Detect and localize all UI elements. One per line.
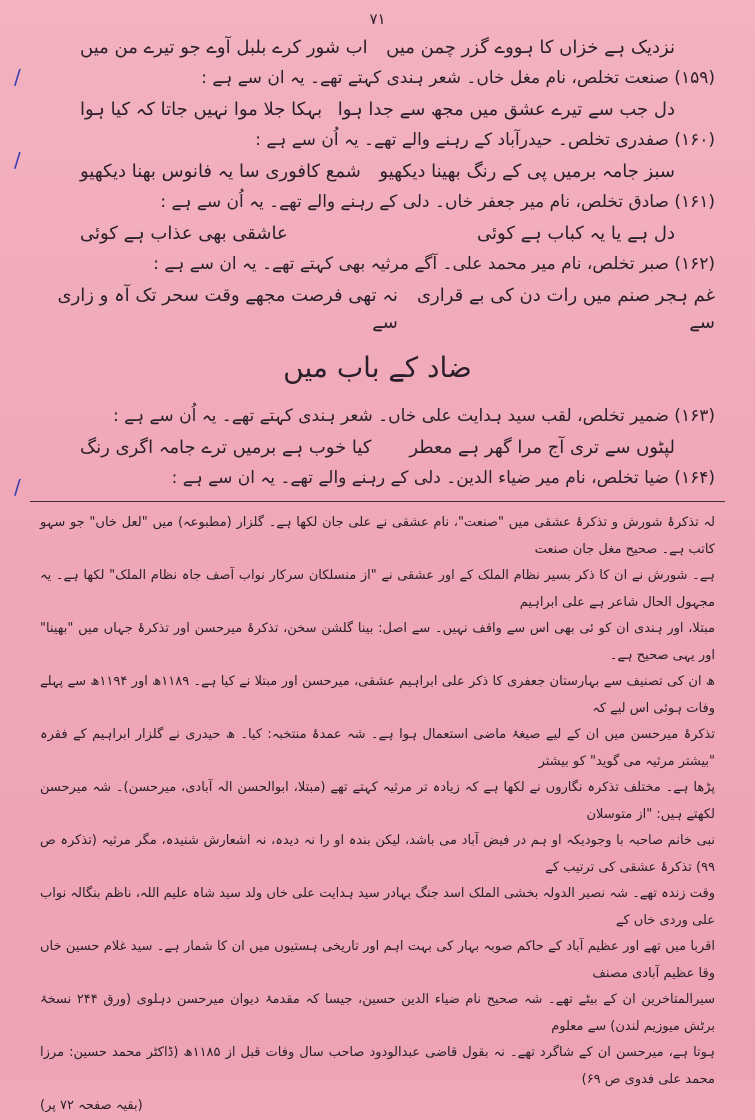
verse-hemistich: دل جب سے تیرے عشق میں مجھ سے جدا ہوا bbox=[337, 99, 675, 120]
footnote-line: سیرالمتاخرین ان کے بیٹے تھے۔ شہ صحیح نام ضیاء الدین حسین، جیسا کہ مقدمۂ دیوان میرحسن دہلوی (ورق ۲۴۴ نسخۂ برٹش میوزیم لندن) سے معلوم bbox=[40, 992, 715, 1034]
footnote-line: ھ ان کی تصنیف سے بہارستان جعفری کا ذکر علی ابراہیم عشقی، میرحسن اور مبتلا نے کیا ہے۔ ۱۱۸۹ھ اور ۱۱۹۴ھ سے پہلے وفات ہوئی اس لیے کہ bbox=[40, 674, 715, 716]
verse bbox=[80, 96, 675, 123]
footnote-line: ہے۔ شورش نے ان کا ذکر بسیر نظام الملک کے اور عشقی نے "از منسلکان سرکار نواب آصف جاہ نظام الملک" لکھا ہے۔ یہ مجہول الحال شاعر ہے علی ابراہیم bbox=[40, 568, 715, 610]
verse bbox=[40, 282, 715, 336]
footnote-line: مبتلا، اور ہندی ان کو ئی بھی اس سے واقف نہیں۔ سے اصل: بینا گلشن سخن، تذکرۂ میرحسن اور تذکرۂ جہاں میں "بھینا" اور یہی صحیح ہے۔ bbox=[40, 621, 715, 663]
continued-note: (بقیہ صفحہ ۷۲ پر) bbox=[40, 1098, 143, 1113]
footnotes bbox=[40, 510, 715, 1120]
margin-tick: / bbox=[14, 148, 21, 172]
entry-heading: (۱۶۴) ضیا تخلص، نام میر ضیاء الدین۔ دلی کے رہنے والے تھے۔ یہ ان سے ہے : bbox=[171, 468, 715, 488]
verse bbox=[80, 434, 675, 461]
entry-heading: (۱۶۳) ضمیر تخلص، لقب سید ہدایت علی خاں۔ شعر ہندی کہتے تھے۔ یہ اُن سے ہے : bbox=[113, 406, 715, 426]
verse-hemistich: اب شور کرے بلبل آوے جو تیرے من میں bbox=[80, 37, 368, 58]
entry-heading: (۱۶۲) صبر تخلص، نام میر محمد علی۔ آگے مرثیہ بھی کہتے تھے۔ یہ ان سے ہے : bbox=[153, 254, 715, 274]
footnote-line: نبی خانم صاحبہ با وجودیکہ او ہم در فیض آباد می باشد، لیکن بندہ او را نہ دیدہ، نہ اشعارش شنیدہ، مگر مرثیہ (تذکرہ ص ۹۹) تذکرۂ عشقی کی ترتیب کے bbox=[40, 833, 715, 875]
verse-hemistich: نہ تھی فرصت مجھے وقت سحر تک آہ و زاری سے bbox=[57, 285, 398, 333]
verse-hemistich: شمع کافوری سا یہ فانوس بھنا دیکھیو bbox=[80, 161, 361, 182]
verse bbox=[80, 158, 675, 185]
verse-hemistich: سبز جامہ برمیں پی کے رنگ بھینا دیکھیو bbox=[379, 161, 675, 182]
verse-hemistich: کیا خوب ہے برمیں ترے جامہ اگری رنگ bbox=[80, 437, 372, 458]
footnote-line: تذکرۂ میرحسن میں ان کے لیے صیغۂ ماضی استعمال ہوا ہے۔ شہ عمدۂ منتخبہ: کیا۔ ھ حیدری نے گلزار ابراہیم کے فقرہ "بیشتر مرثیہ می گوید" کو بیشتر bbox=[40, 727, 715, 769]
footnote-line: پڑھا ہے۔ مختلف تذکرہ نگاروں نے لکھا ہے کہ زیادہ تر مرثیہ کہتے تھے (مبتلا، ابوالحسن الہ آبادی، میرحسن)۔ شہ میرحسن لکھتے ہیں: "از متوسلان bbox=[40, 780, 715, 822]
entry-heading: (۱۶۱) صادق تخلص، نام میر جعفر خاں۔ دلی کے رہنے والے تھے۔ یہ اُن سے ہے : bbox=[160, 192, 715, 212]
verse-hemistich: لپٹوں سے تری آج مرا گھر ہے معطر bbox=[409, 437, 675, 458]
page-number: ۷۱ bbox=[369, 10, 386, 28]
verse-hemistich: غم ہجر صنم میں رات دن کی بے قراری سے bbox=[416, 285, 715, 333]
verse bbox=[80, 220, 675, 247]
verse-hemistich: نزدیک ہے خزاں کا ہووے گزر چمن میں bbox=[386, 37, 675, 58]
entry-heading: (۱۵۹) صنعت تخلص، نام مغل خاں۔ شعر ہندی کہتے تھے۔ یہ ان سے ہے : bbox=[201, 68, 715, 88]
verse-hemistich: دل ہے یا یہ کباب ہے کوئی bbox=[477, 223, 675, 244]
footnote-line: ہوتا ہے، میرحسن ان کے شاگرد تھے۔ نہ بقول قاضی عبدالودود صاحب سال وفات قبل از ۱۱۸۵ھ (ڈاکٹر محمد حسین: مرزا محمد علی فدوی ص ۶۹) bbox=[40, 1045, 715, 1087]
section-title: ضاد کے باب میں bbox=[283, 351, 472, 384]
verse-hemistich: بہکا جلا موا نہیں جاتا کہ کیا ہوا bbox=[80, 99, 323, 120]
margin-tick: / bbox=[14, 65, 21, 89]
footnote-line: لہ تذکرۂ شورش و تذکرۂ عشقی میں "صنعت"، نام عشقی نے علی جان لکھا ہے۔ گلزار (مطبوعہ) میں "لعل خاں" جو سہو کاتب ہے۔ صحیح مغل جان صنعت bbox=[40, 515, 715, 557]
footnote-line: وقت زندہ تھے۔ شہ نصیر الدولہ بخشی الملک اسد جنگ بہادر سید ہدایت علی خاں ولد سید شاہ علیم اللہ، ناظم بنگالہ نواب علی وردی خاں کے bbox=[40, 886, 715, 928]
footnote-divider bbox=[30, 501, 725, 502]
margin-tick: / bbox=[14, 475, 21, 499]
verse bbox=[80, 34, 675, 61]
verse-hemistich: عاشقی بھی عذاب ہے کوئی bbox=[80, 223, 288, 244]
footnote-line: اقربا میں تھے اور عظیم آباد کے حاکم صوبہ بہار کی بہت اہم اور تاریخی ہستیوں میں ان کا شمار ہے۔ سید غلام حسین خاں وقا عظیم آبادی مصنف bbox=[40, 939, 715, 981]
entry-heading: (۱۶۰) صفدری تخلص۔ حیدرآباد کے رہنے والے تھے۔ یہ اُن سے ہے : bbox=[255, 130, 715, 150]
